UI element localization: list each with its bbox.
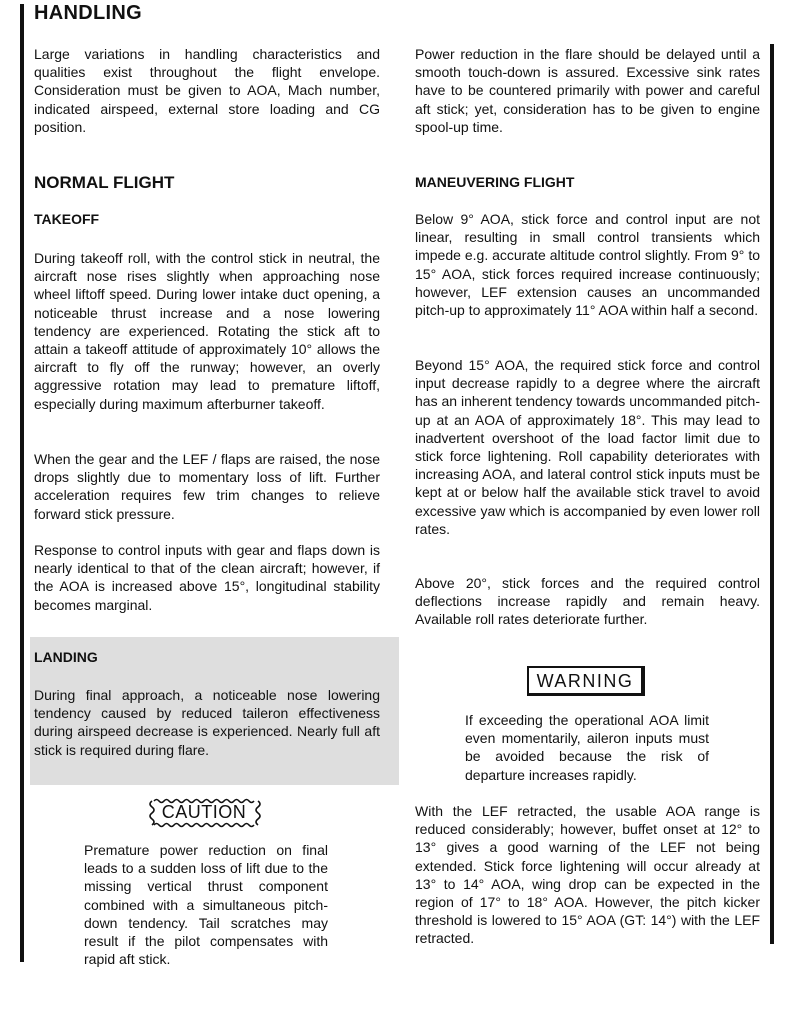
flare-paragraph: Power reduction in the flare should be delayed until a smooth touch-down is assured. Excessive sink rates have to be countered primarily with power and careful aft stick; yet, consideration has to be given to engine spool-up time. — [415, 46, 760, 135]
maneuvering-paragraph-1: Below 9° AOA, stick force and control input are not linear, resulting in small control transients which impede e.g. accurate altitude control slightly. From 9° to 15° AOA, stick forces required increase continuously; however, LEF extension causes an uncommanded pitch-up to approximately 11° AOA within half a second. — [415, 211, 760, 319]
takeoff-paragraph-1: During takeoff roll, with the control stick in neutral, the aircraft nose rises slightly when approaching nose wheel liftoff speed. During lower intake duct opening, a noticeable thrust increase and a nose lowering tendency are experienced. Rotating the stick aft to attain a takeoff attitude of approximately 10° allows the aircraft to fly off the runway; however, an overly aggressive rotation may lead to premature liftoff, especially during maximum afterburner takeoff. — [34, 250, 380, 412]
takeoff-heading: TAKEOFF — [34, 211, 100, 227]
maneuvering-paragraph-3: Above 20°, stick forces and the required control deflections increase rapidly and remain heavy. Available roll rates deteriorate further. — [415, 575, 760, 628]
maneuvering-paragraph-2: Beyond 15° AOA, the required stick force and control input decrease rapidly to a degree where the aircraft has an inherent tendency towards uncommanded pitch-up at an AOA of approximately 18°. This may lead to inadvertent overshoot of the load factor limit due to stick force lightening. Roll capability deteriorates with increasing AOA, and lateral control stick inputs must be kept at or below half the available stick travel to avoid excessive yaw which is accompanied by even lower roll rates. — [415, 357, 760, 537]
intro-paragraph: Large variations in handling characteristics and qualities exist throughout the flight envelope. Consideration must be given to AOA, Mach number, indicated airspeed, external store loading and CG position. — [34, 46, 380, 135]
caution-label-box — [148, 796, 262, 830]
landing-paragraph: During final approach, a noticeable nose lowering tendency caused by reduced taileron effectiveness during airspeed decrease is experienced. Nearly full aft stick is required during flare. — [34, 687, 380, 758]
right-margin-bar — [770, 44, 774, 944]
left-margin-bar — [20, 4, 24, 962]
lef-retracted-paragraph: With the LEF retracted, the usable AOA range is reduced considerably; however, buffet onset at 12° to 13° gives a good warning of the LEF not being extended. Stick force lightening will occur already at 13° to 14° AOA, wing drop can be expected in the region of 17° to 18° AOA. However, the pitch kicker threshold is lowered to 15° AOA (GT: 14°) with the LEF retracted. — [415, 803, 760, 947]
page-heading: HANDLING — [34, 2, 142, 24]
takeoff-paragraph-3: Response to control inputs with gear and flaps down is nearly identical to that of the clean aircraft; however, if the AOA is increased above 15°, longitudinal stability becomes marginal. — [34, 542, 380, 613]
warning-label: WARNING — [527, 666, 645, 696]
caution-label: CAUTION — [161, 802, 247, 822]
landing-heading: LANDING — [34, 649, 98, 665]
normal-flight-heading: NORMAL FLIGHT — [34, 173, 175, 192]
caution-text: Premature power reduction on final leads to a sudden loss of lift due to the missing vertical thrust component combined with a simultaneous pitch-down tendency. Tail scratches may result if the pilot compensates with rapid aft stick. — [84, 842, 328, 968]
takeoff-paragraph-2: When the gear and the LEF / flaps are raised, the nose drops slightly due to momentary loss of lift. Further acceleration requires few trim changes to relieve forward stick pressure. — [34, 451, 380, 522]
warning-text: If exceeding the operational AOA limit even momentarily, aileron inputs must be avoided because the risk of departure increases rapidly. — [465, 712, 709, 783]
maneuvering-flight-heading: MANEUVERING FLIGHT — [415, 174, 575, 190]
